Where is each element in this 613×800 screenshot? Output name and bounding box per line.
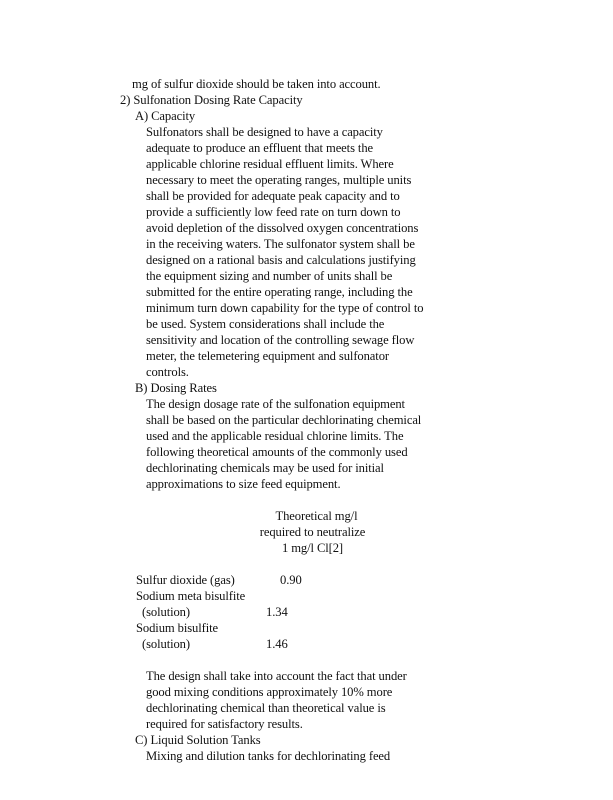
- paragraph-line: sensitivity and location of the controlling sewage flow: [146, 333, 415, 347]
- table-row-value: 1.34: [266, 605, 288, 619]
- paragraph-line: The design dosage rate of the sulfonation equipment: [146, 397, 405, 411]
- table-row-label: Sulfur dioxide (gas): [136, 573, 235, 587]
- paragraph-line: dechlorinating chemical than theoretical value is: [146, 701, 386, 715]
- subsection-a-heading: A) Capacity: [135, 109, 196, 123]
- table-row-value: 0.90: [280, 573, 302, 587]
- paragraph-line: meter, the telemetering equipment and sulfonator: [146, 349, 389, 363]
- paragraph-line: approximations to size feed equipment.: [146, 477, 341, 491]
- paragraph-line: in the receiving waters. The sulfonator system shall be: [146, 237, 415, 251]
- paragraph-line: designed on a rational basis and calculations justifying: [146, 253, 416, 267]
- table-row-sublabel: (solution): [142, 637, 190, 651]
- paragraph-line: avoid depletion of the dissolved oxygen concentrations: [146, 221, 419, 235]
- paragraph-line: required for satisfactory results.: [146, 717, 303, 731]
- table-row-label: Sodium meta bisulfite: [136, 589, 246, 603]
- table-row-value: 1.46: [266, 637, 288, 651]
- paragraph-line: applicable chlorine residual effluent limits. Where: [146, 157, 394, 171]
- subsection-b-heading: B) Dosing Rates: [135, 381, 217, 395]
- table-header-line: required to neutralize: [259, 525, 366, 539]
- paragraph-line: following theoretical amounts of the commonly used: [146, 445, 408, 459]
- table-row-label: Sodium bisulfite: [136, 621, 219, 635]
- paragraph-line: The design shall take into account the fact that under: [146, 669, 407, 683]
- paragraph-line: be used. System considerations shall include the: [146, 317, 385, 331]
- paragraph-line: the equipment sizing and number of units shall be: [146, 269, 393, 283]
- paragraph-line: necessary to meet the operating ranges, multiple units: [146, 173, 412, 187]
- paragraph-line: submitted for the entire operating range, including the: [146, 285, 413, 299]
- paragraph-line: good mixing conditions approximately 10% more: [146, 685, 393, 699]
- paragraph-line: dechlorinating chemicals may be used for initial: [146, 461, 384, 475]
- paragraph-line: Sulfonators shall be designed to have a capacity: [146, 125, 383, 139]
- table-row-sublabel: (solution): [142, 605, 190, 619]
- paragraph-line: used and the applicable residual chlorine limits. The: [146, 429, 404, 443]
- continuation-text: mg of sulfur dioxide should be taken into account.: [132, 77, 381, 91]
- paragraph-line: controls.: [146, 365, 189, 379]
- paragraph-line: shall be provided for adequate peak capacity and to: [146, 189, 400, 203]
- table-header-line: Theoretical mg/l: [275, 509, 358, 523]
- subsection-c-heading: C) Liquid Solution Tanks: [135, 733, 261, 747]
- paragraph-line: shall be based on the particular dechlorinating chemical: [146, 413, 422, 427]
- paragraph-line: Mixing and dilution tanks for dechlorinating feed: [146, 749, 391, 763]
- section-2-heading: 2) Sulfonation Dosing Rate Capacity: [120, 93, 303, 107]
- paragraph-line: adequate to produce an effluent that meets the: [146, 141, 374, 155]
- paragraph-line: minimum turn down capability for the type of control to: [146, 301, 424, 315]
- table-header-line: 1 mg/l Cl[2]: [281, 541, 344, 555]
- paragraph-line: provide a sufficiently low feed rate on turn down to: [146, 205, 401, 219]
